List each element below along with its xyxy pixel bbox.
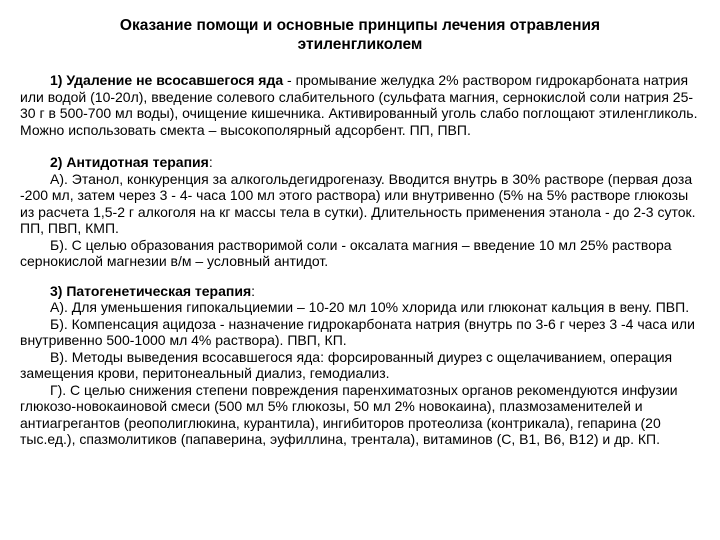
section-3-item-c: В). Методы выведения всосавшегося яда: форсированный диурез с ощелачиванием, операция замещения крови, перитонеальный диализ, гемодиализ.	[20, 348, 673, 381]
section-3-heading-line	[20, 283, 700, 300]
section-2-heading-suffix: :	[208, 154, 213, 170]
section-2-heading: 2) Антидотная терапия	[50, 154, 209, 170]
section-3-item-a: А). Для уменьшения гипокальциемии – 10-20 мл 10% хлорида или глюконат кальция в вену. ПВП.	[50, 299, 690, 315]
section-3-heading-suffix: :	[251, 282, 256, 299]
section-2-item-a: А). Этанол, конкуренция за алкогольдегидрогеназу. Вводится внутрь в 30% растворе (первая доза -200 мл, затем через 3 - 4- часа 100 мл этого раствора) или внутривенно (5% на 5% растворе глюкозы из расчета 1,5-2 г алкоголя на кг массы тела в сутки). Длительность применения этанола - до 2-3 суток. ПП, ПВП, КМП.	[20, 170, 696, 236]
document-body	[20, 72, 700, 448]
section-3-item-b: Б). Компенсация ацидоза - назначение гидрокарбоната натрия (внутрь по 3-6 г через 3 -4 часа или внутривенно 500-1000 мл 4% раствора). ПВП, КП.	[20, 315, 695, 348]
section-3-item-d: Г). С целью снижения степени повреждения паренхиматозных органов рекомендуются инфузии глюкозо-новокаиновой смеси (500 мл 5% глюкозы, 50 мл 2% новокаина), плазмозаменителей и антиагрегантов (реополиглюкина, курантила), ингибиторов протеолиза (контрикала), гепарина (20 тыс.ед.), спазмолитиков (папаверина, эуфиллина, трентала), витаминов (С, В1, В6, В12) и др. КП.	[20, 381, 678, 447]
section-1-heading: 1) Удаление не всосавшегося яда	[50, 72, 284, 88]
page-title	[60, 16, 660, 54]
section-3-heading: 3) Патогенетическая терапия	[50, 282, 252, 299]
section-2-item-b: Б). С целью образования растворимой соли - оксалата магния – введение 10 мл 25% раствора сернокислой магнезии в/м – условный антидот.	[20, 236, 672, 269]
section-1-paragraph	[20, 72, 700, 138]
section-2-heading-line	[20, 154, 700, 171]
title-line-2: этиленгликолем	[297, 36, 423, 53]
title-line-1: Оказание помощи и основные принципы лечения отравления	[119, 17, 601, 34]
section-1-text: - промывание желудка 2% раствором гидрокарбоната натрия или водой (10-20л), введение солевого слабительного (сульфата магния, сернокислой соли натрия 25-30 г в 500-700 мл воды), очищение кишечника. Активированный уголь слабо поглощают этиленгликоль. Можно использовать смекта – высокополярный адсорбент. ПП, ПВП.	[20, 72, 698, 138]
